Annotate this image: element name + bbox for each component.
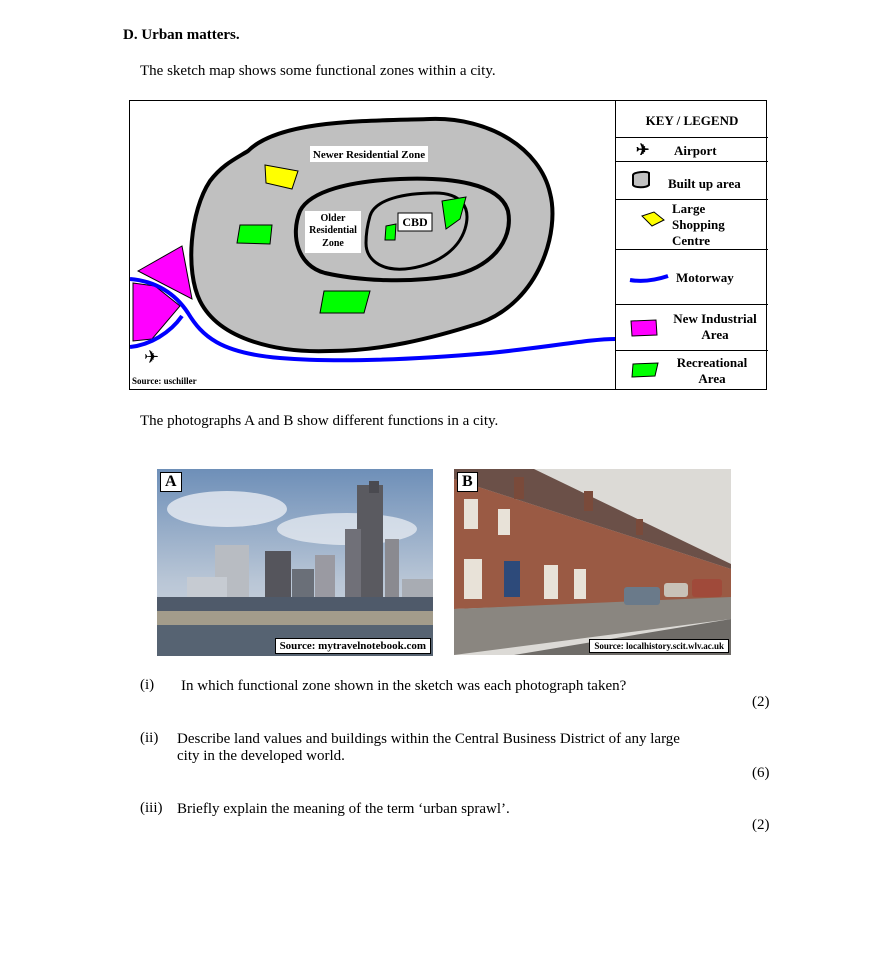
question-3-text: Briefly explain the meaning of the term ‘urban sprawl’. bbox=[177, 801, 510, 817]
cbd-label: CBD bbox=[402, 215, 428, 229]
legend-shopping-row: Large Shopping Centre bbox=[616, 200, 768, 250]
map-intro-text: The sketch map shows some functional zones within a city. bbox=[140, 63, 496, 79]
question-1-marks: (2) bbox=[752, 694, 770, 710]
industrial-area bbox=[133, 283, 180, 341]
legend-airport-row: ✈ Airport bbox=[616, 138, 768, 162]
legend-title-row: KEY / LEGEND bbox=[616, 100, 768, 138]
photo-a-source: Source: mytravelnotebook.com bbox=[275, 638, 431, 654]
photo-b-image bbox=[454, 469, 731, 655]
question-1-text: In which functional zone shown in the sketch was each photograph taken? bbox=[181, 678, 627, 694]
recreational-area bbox=[385, 224, 396, 240]
motorway-icon bbox=[628, 272, 672, 284]
section-heading: D. Urban matters. bbox=[123, 27, 240, 43]
question-2-text-line2: city in the developed world. bbox=[177, 748, 345, 764]
legend-industrial-row: New Industrial Area bbox=[616, 305, 768, 351]
recreational-area bbox=[237, 225, 272, 244]
legend-built-up-row: Built up area bbox=[616, 162, 768, 200]
question-2-marks: (6) bbox=[752, 765, 770, 781]
built-up-area-icon bbox=[630, 170, 652, 190]
recreational-area bbox=[320, 291, 370, 313]
shopping-centre-icon bbox=[640, 210, 666, 228]
question-3-number: (iii) bbox=[140, 800, 163, 816]
map-legend bbox=[615, 100, 767, 390]
photos-intro-text: The photographs A and B show different functions in a city. bbox=[140, 413, 499, 429]
airport-icon: ✈ bbox=[144, 347, 160, 367]
older-residential-label-3: Zone bbox=[322, 238, 344, 249]
sketch-map bbox=[130, 101, 615, 389]
photo-b-label: B bbox=[457, 472, 478, 492]
question-2-number: (ii) bbox=[140, 730, 159, 746]
photo-a-label: A bbox=[160, 472, 182, 492]
photo-a-image bbox=[157, 469, 433, 656]
photo-a bbox=[157, 469, 433, 656]
legend-motorway-row: Motorway bbox=[616, 250, 768, 305]
question-3-marks: (2) bbox=[752, 817, 770, 833]
photo-b bbox=[454, 469, 731, 655]
question-2-text-line1: Describe land values and buildings within the Central Business District of any large bbox=[177, 731, 680, 747]
recreational-area-icon bbox=[630, 360, 662, 380]
photo-b-source: Source: localhistory.scit.wlv.ac.uk bbox=[589, 639, 729, 653]
airport-legend-icon: ✈ bbox=[636, 142, 650, 159]
question-1-number: (i) bbox=[140, 677, 155, 693]
legend-recreational-row: Recreational Area bbox=[616, 351, 768, 390]
older-residential-label-1: Older bbox=[320, 213, 346, 224]
map-source: Source: uschiller bbox=[132, 376, 197, 386]
industrial-area-icon bbox=[628, 317, 660, 339]
newer-residential-label: Newer Residential Zone bbox=[312, 149, 426, 161]
older-residential-label-2: Residential bbox=[309, 225, 357, 236]
